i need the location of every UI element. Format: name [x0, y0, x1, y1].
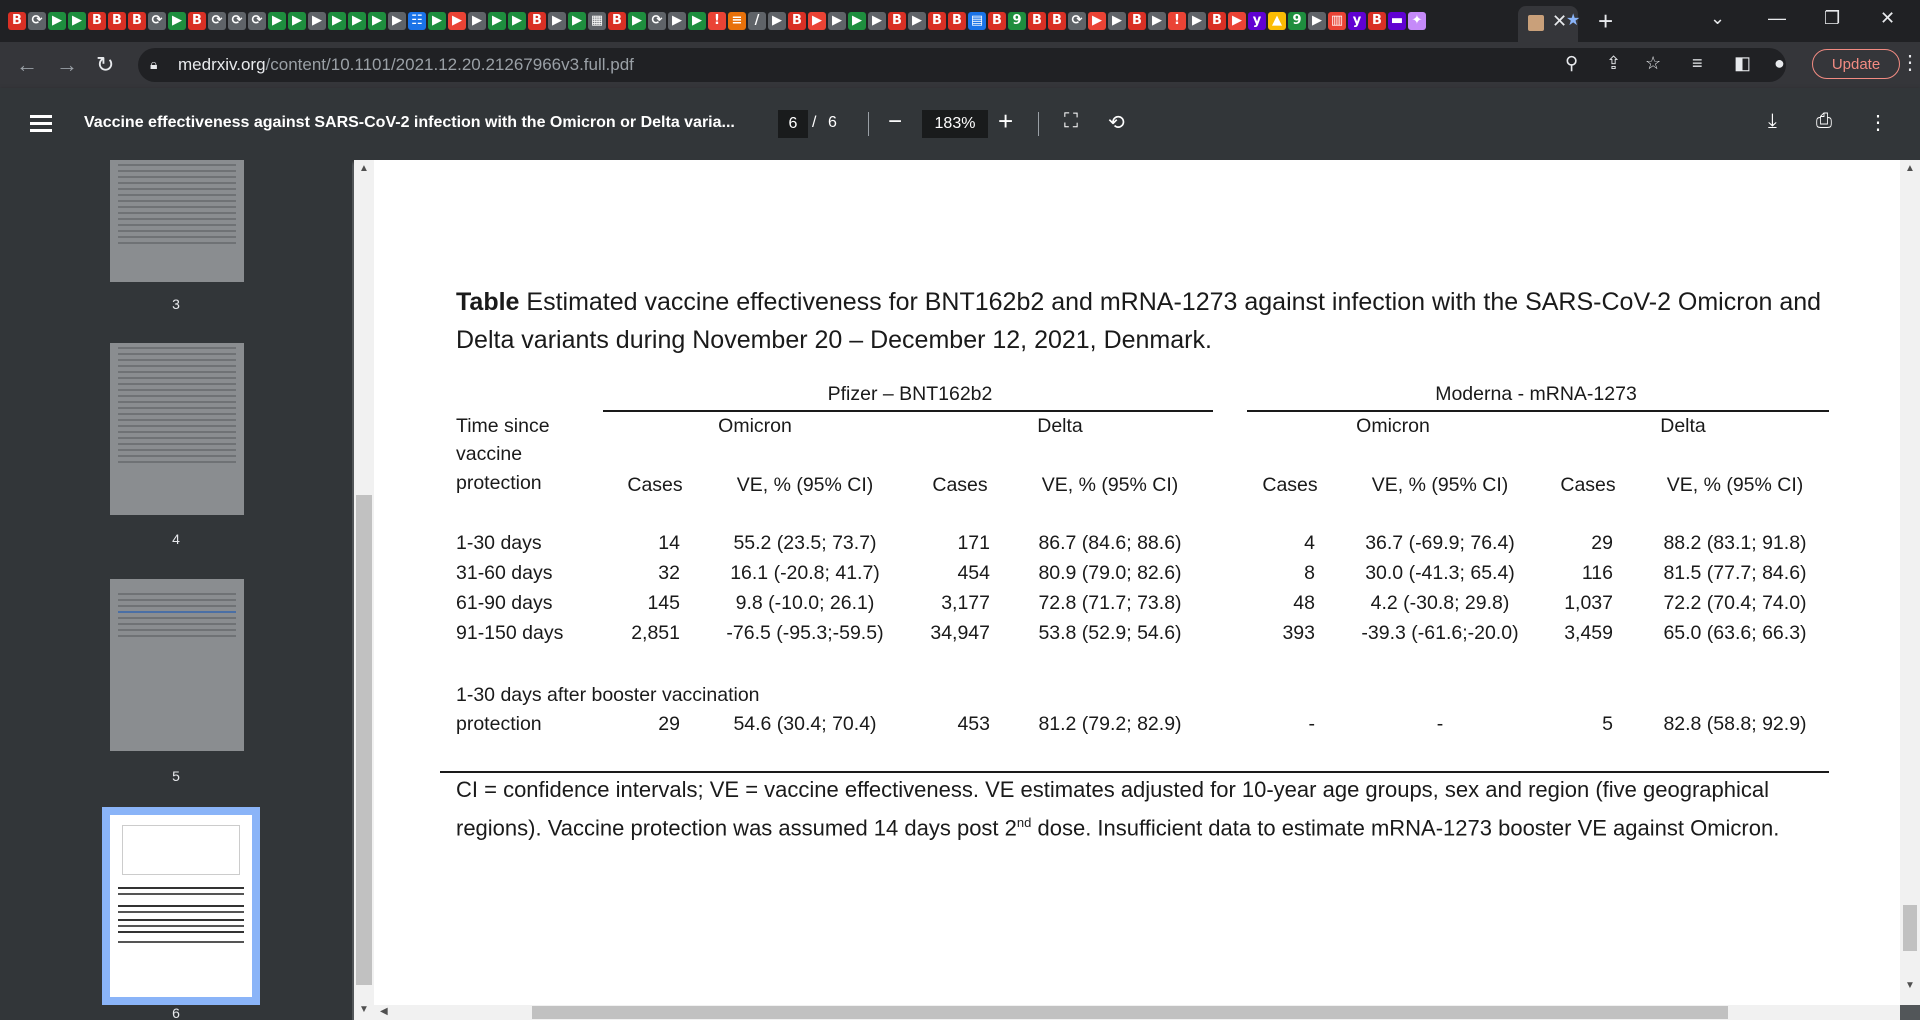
page-thumbnail[interactable] — [110, 579, 244, 751]
tab-favicon-icon[interactable]: ⟳ — [208, 12, 226, 30]
fit-page-icon[interactable]: ⛶ — [1064, 110, 1078, 132]
zoom-in-button[interactable]: + — [998, 106, 1014, 136]
rotate-icon[interactable]: ⟲ — [1108, 112, 1125, 134]
tab-favicon-icon[interactable]: ▤ — [968, 12, 986, 30]
variant-header: Delta — [1037, 415, 1083, 437]
scroll-up-arrow-icon[interactable]: ▲ — [359, 163, 369, 174]
back-icon[interactable]: ← — [16, 52, 38, 77]
tab-favicon-icon[interactable]: ▶ — [48, 12, 66, 30]
tab-favicon-icon[interactable]: ▶ — [1108, 12, 1126, 30]
column-header: VE, % (95% CI) — [1371, 474, 1509, 496]
tab-favicon-icon[interactable]: ▶ — [768, 12, 786, 30]
forward-icon[interactable]: → — [56, 52, 78, 77]
zoom-icon[interactable]: ⚲ — [1565, 53, 1579, 73]
page-thumbnail[interactable] — [110, 160, 244, 282]
zoom-level-input[interactable]: 183% — [922, 110, 988, 138]
tab-favicon-icon[interactable]: y — [1348, 12, 1366, 30]
table-cell: -76.5 (-95.3;-59.5) — [726, 622, 884, 644]
table-cell: 171 — [957, 532, 990, 554]
lock-icon[interactable]: 🔒︎ — [150, 56, 158, 72]
tab-favicon-icon[interactable]: ▶ — [808, 12, 826, 30]
tab-favicon-icon[interactable]: ▶ — [368, 12, 386, 30]
tab-favicon-icon[interactable]: ⟳ — [648, 12, 666, 30]
table-cell: 5 — [1602, 713, 1613, 735]
horizontal-scrollbar-thumb[interactable] — [532, 1006, 1728, 1019]
sidebar-scrollbar-thumb[interactable] — [356, 495, 372, 985]
tab-favicon-icon[interactable]: ▶ — [848, 12, 866, 30]
tab-favicon-icon[interactable]: ! — [708, 12, 726, 30]
tab-favicon-icon[interactable]: B — [988, 12, 1006, 30]
tab-favicon-icon[interactable]: B — [1128, 12, 1146, 30]
tab-favicon-icon[interactable]: ⟳ — [148, 12, 166, 30]
column-header: Cases — [1262, 474, 1318, 496]
zoom-out-button[interactable]: − — [888, 108, 903, 135]
tab-favicon-icon[interactable]: B — [188, 12, 206, 30]
tab-favicon-icon[interactable]: B — [1208, 12, 1226, 30]
tab-favicon-icon[interactable]: B — [8, 12, 26, 30]
tab-favicon-icon[interactable]: B — [948, 12, 966, 30]
tab-favicon-icon[interactable]: ▶ — [1308, 12, 1326, 30]
scroll-down-arrow-icon[interactable]: ▼ — [359, 1004, 369, 1015]
toolbar-divider — [868, 112, 869, 136]
row-header-line1: Time since — [456, 415, 550, 437]
tab-favicon-icon[interactable]: ▶ — [168, 12, 186, 30]
tab-favicon-icon[interactable]: ☷ — [408, 12, 426, 30]
row-label: 1-30 days — [456, 532, 542, 554]
active-tab-favicon — [1528, 15, 1544, 31]
minimize-icon[interactable]: — — [1768, 8, 1786, 28]
table-cell: 145 — [647, 592, 680, 614]
column-header: VE, % (95% CI) — [1666, 474, 1804, 496]
tab-favicon-icon[interactable]: ▶ — [628, 12, 646, 30]
tab-favicon-icon[interactable]: ✦ — [1408, 12, 1426, 30]
booster-label-line1: 1-30 days after booster vaccination — [456, 684, 760, 706]
table-cell: 86.7 (84.6; 88.6) — [1038, 532, 1182, 554]
table-cell: 65.0 (63.6; 66.3) — [1663, 622, 1807, 644]
table-cell: 454 — [957, 562, 990, 584]
tab-favicon-icon[interactable]: 9 — [1008, 12, 1026, 30]
thumbnail-page — [110, 815, 252, 997]
table-cell: 53.8 (52.9; 54.6) — [1038, 622, 1182, 644]
tab-favicon-icon[interactable]: ▶ — [1148, 12, 1166, 30]
tab-favicon-icon[interactable]: B — [1028, 12, 1046, 30]
table-cell: 48 — [1293, 592, 1315, 614]
page-separator: / — [812, 114, 817, 131]
table-cell: 453 — [957, 713, 990, 735]
table-cell: 81.5 (77.7; 84.6) — [1663, 562, 1807, 584]
reload-icon[interactable]: ↻ — [96, 52, 115, 77]
table-cell: 55.2 (23.5; 73.7) — [733, 532, 877, 554]
header-rule — [603, 410, 1213, 412]
scroll-left-icon[interactable]: ◀ — [380, 1006, 388, 1017]
table-cell: 14 — [658, 532, 680, 554]
tab-favicon-icon[interactable]: ▦ — [588, 12, 606, 30]
page-thumbnail[interactable] — [110, 343, 244, 515]
tab-favicon-icon[interactable]: ⟳ — [28, 12, 46, 30]
table-cell: 34,947 — [930, 622, 990, 644]
tab-favicon-icon[interactable]: B — [608, 12, 626, 30]
tab-favicon-icon[interactable]: B — [928, 12, 946, 30]
tab-favicon-icon[interactable]: B — [888, 12, 906, 30]
close-tab-icon[interactable]: ✕ — [1552, 11, 1568, 31]
bookmark-star-icon[interactable]: ☆ — [1645, 53, 1662, 73]
column-header: VE, % (95% CI) — [1041, 474, 1179, 496]
table-cell: 116 — [1581, 562, 1613, 584]
table-cell: 1,037 — [1564, 592, 1613, 614]
tab-favicon-icon[interactable]: ▶ — [288, 12, 306, 30]
page-scrollbar-thumb[interactable] — [1903, 905, 1917, 951]
tab-favicon-icon[interactable]: ▶ — [468, 12, 486, 30]
table-cell: 29 — [658, 713, 680, 735]
tab-favicon-icon[interactable]: ▶ — [428, 12, 446, 30]
page-number-input[interactable]: 6 — [778, 110, 808, 138]
table-cell: 72.8 (71.7; 73.8) — [1038, 592, 1182, 614]
page-scroll-down-icon[interactable]: ▼ — [1905, 980, 1915, 991]
booster-label-line2: protection — [456, 713, 542, 735]
table-cell: - — [1436, 713, 1444, 735]
close-window-icon[interactable]: ✕ — [1880, 8, 1896, 28]
tab-favicon-icon[interactable]: B — [788, 12, 806, 30]
tab-favicon-icon[interactable]: ▶ — [508, 12, 526, 30]
more-options-icon[interactable]: ⋮ — [1868, 112, 1888, 134]
tab-favicon-icon[interactable]: ▲ — [1268, 12, 1286, 30]
table-cell: 30.0 (-41.3; 65.4) — [1365, 562, 1515, 584]
tab-favicon-icon[interactable]: ▶ — [388, 12, 406, 30]
tab-favicon-icon[interactable]: ▶ — [908, 12, 926, 30]
table-cell: 3,177 — [941, 592, 990, 614]
tab-favicon-icon[interactable]: ▶ — [668, 12, 686, 30]
tab-favicon-icon[interactable]: ▶ — [68, 12, 86, 30]
row-label: 31-60 days — [456, 562, 553, 584]
row-label: 61-90 days — [456, 592, 553, 614]
thumbnail-number: 5 — [172, 768, 180, 784]
tab-favicon-icon[interactable]: ▬ — [1388, 12, 1406, 30]
page-total: 6 — [828, 114, 837, 131]
table-cell: 82.8 (58.8; 92.9) — [1663, 713, 1807, 735]
page-scrollbar[interactable] — [1900, 160, 1920, 1005]
table-cell: 16.1 (-20.8; 41.7) — [730, 562, 880, 584]
row-label: 91-150 days — [456, 622, 564, 644]
tab-favicon-icon[interactable]: ▶ — [488, 12, 506, 30]
table-caption: Table Estimated vaccine effectiveness for BNT162b2 and mRNA-1273 against infection with the SARS-CoV-2 Omicron and Delta variants during November 20 – December 12, 2021, Denmark. — [456, 288, 1822, 354]
tab-favicon-icon[interactable]: B — [108, 12, 126, 30]
menu-icon[interactable] — [30, 115, 52, 136]
table-cell: 81.2 (79.2; 82.9) — [1038, 713, 1182, 735]
star-tab-icon[interactable]: ★ — [1566, 12, 1581, 29]
table-cell: 36.7 (-69.9; 76.4) — [1365, 532, 1515, 554]
column-header: Cases — [932, 474, 988, 496]
tab-favicon-icon[interactable]: ▥ — [1328, 12, 1346, 30]
tab-favicon-icon[interactable]: ▶ — [568, 12, 586, 30]
tab-favicon-icon[interactable]: B — [528, 12, 546, 30]
tab-favicon-icon[interactable]: ▶ — [1228, 12, 1246, 30]
row-header-line2: vaccine — [456, 443, 523, 465]
table-cell: 9.8 (-10.0; 26.1) — [735, 592, 875, 614]
tab-favicon-icon[interactable]: ▶ — [308, 12, 326, 30]
table-cell: 393 — [1282, 622, 1315, 644]
table-cell: 3,459 — [1564, 622, 1613, 644]
table-cell: 8 — [1304, 562, 1315, 584]
reading-list-icon[interactable]: ≡ — [1692, 53, 1703, 73]
tab-favicon-icon[interactable]: ▶ — [868, 12, 886, 30]
tab-favicon-icon[interactable]: ! — [1168, 12, 1186, 30]
group-header-moderna: Moderna - mRNA-1273 — [1435, 383, 1637, 405]
profile-icon[interactable]: ● — [1774, 53, 1785, 73]
toolbar-divider — [1038, 112, 1039, 136]
header-rule — [1247, 410, 1829, 412]
table-cell: - — [1308, 713, 1315, 735]
document-title: Vaccine effectiveness against SARS-CoV-2 infection with the Omicron or Delta varia... — [84, 114, 735, 131]
thumbnail-number: 6 — [172, 1005, 180, 1020]
table-cell: 72.2 (70.4; 74.0) — [1663, 592, 1807, 614]
tab-favicon-icon[interactable]: B — [88, 12, 106, 30]
table-cell: 4 — [1304, 532, 1315, 554]
table-cell: -39.3 (-61.6;-20.0) — [1361, 622, 1519, 644]
tab-favicon-icon[interactable]: ⟳ — [1068, 12, 1086, 30]
tab-favicon-icon[interactable]: ≡ — [728, 12, 746, 30]
share-icon[interactable]: ⇪ — [1606, 53, 1622, 73]
group-header-pfizer: Pfizer – BNT162b2 — [827, 383, 993, 405]
tab-search-icon[interactable]: ⌄ — [1710, 8, 1726, 28]
new-tab-button[interactable]: + — [1598, 6, 1614, 36]
column-header: Cases — [1560, 474, 1616, 496]
column-header: VE, % (95% CI) — [736, 474, 874, 496]
side-panel-icon[interactable]: ◧ — [1734, 53, 1752, 73]
restore-icon[interactable]: ❐ — [1824, 8, 1841, 28]
tab-favicon-icon[interactable]: B — [1048, 12, 1066, 30]
tab-favicon-icon[interactable]: y — [1248, 12, 1266, 30]
download-icon[interactable]: ⤓ — [1768, 110, 1777, 132]
tab-favicon-icon[interactable]: ▶ — [1088, 12, 1106, 30]
tab-favicon-icon[interactable]: ▶ — [448, 12, 466, 30]
print-icon[interactable]: ⎙ — [1816, 110, 1832, 132]
table-cell: 4.2 (-30.8; 29.8) — [1370, 592, 1510, 614]
tab-strip — [0, 0, 1920, 42]
tab-favicons — [8, 8, 1426, 34]
tab-favicon-icon[interactable]: ⟳ — [228, 12, 246, 30]
table-cell: 32 — [658, 562, 680, 584]
tab-favicon-icon[interactable]: B — [128, 12, 146, 30]
tab-favicon-icon[interactable]: ▶ — [548, 12, 566, 30]
table-cell: 80.9 (79.0; 82.6) — [1038, 562, 1182, 584]
thumbnail-number: 4 — [172, 531, 180, 547]
page-thumbnail-active[interactable] — [102, 807, 260, 1005]
tab-favicon-icon[interactable]: ▶ — [688, 12, 706, 30]
tab-favicon-icon[interactable]: ▶ — [328, 12, 346, 30]
table-footnote: CI = confidence intervals; VE = vaccine effectiveness. VE estimates adjusted for 10-year age groups, sex and region (five geographical regions). Vaccine protection was assumed 14 days post 2nd dose. Insufficient data to estimate mRNA-1273 booster VE against Omicron. — [456, 777, 1780, 841]
table-cell: 54.6 (30.4; 70.4) — [733, 713, 877, 735]
table-cell: 2,851 — [631, 622, 680, 644]
tab-favicon-icon[interactable]: 9 — [1288, 12, 1306, 30]
tab-favicon-icon[interactable]: ▶ — [348, 12, 366, 30]
table-cell: 88.2 (83.1; 91.8) — [1663, 532, 1807, 554]
tab-favicon-icon[interactable]: ⟳ — [248, 12, 266, 30]
column-header: Cases — [627, 474, 683, 496]
variant-header: Omicron — [718, 415, 792, 437]
variant-header: Omicron — [1356, 415, 1430, 437]
tab-favicon-icon[interactable]: ▶ — [828, 12, 846, 30]
tab-favicon-icon[interactable]: ▶ — [268, 12, 286, 30]
variant-header: Delta — [1660, 415, 1706, 437]
thumbnail-number: 3 — [172, 296, 180, 312]
page-scroll-up-icon[interactable]: ▲ — [1905, 163, 1915, 174]
update-button[interactable]: Update — [1812, 49, 1900, 79]
tab-favicon-icon[interactable]: ▶ — [1188, 12, 1206, 30]
tab-favicon-icon[interactable]: B — [1368, 12, 1386, 30]
url-text[interactable]: medrxiv.org/content/10.1101/2021.12.20.21267966v3.full.pdf — [178, 55, 634, 74]
tab-favicon-icon[interactable]: / — [748, 12, 766, 30]
table-cell: 29 — [1591, 532, 1613, 554]
row-header-line3: protection — [456, 472, 542, 494]
browser-menu-icon[interactable]: ⋮ — [1900, 52, 1920, 74]
